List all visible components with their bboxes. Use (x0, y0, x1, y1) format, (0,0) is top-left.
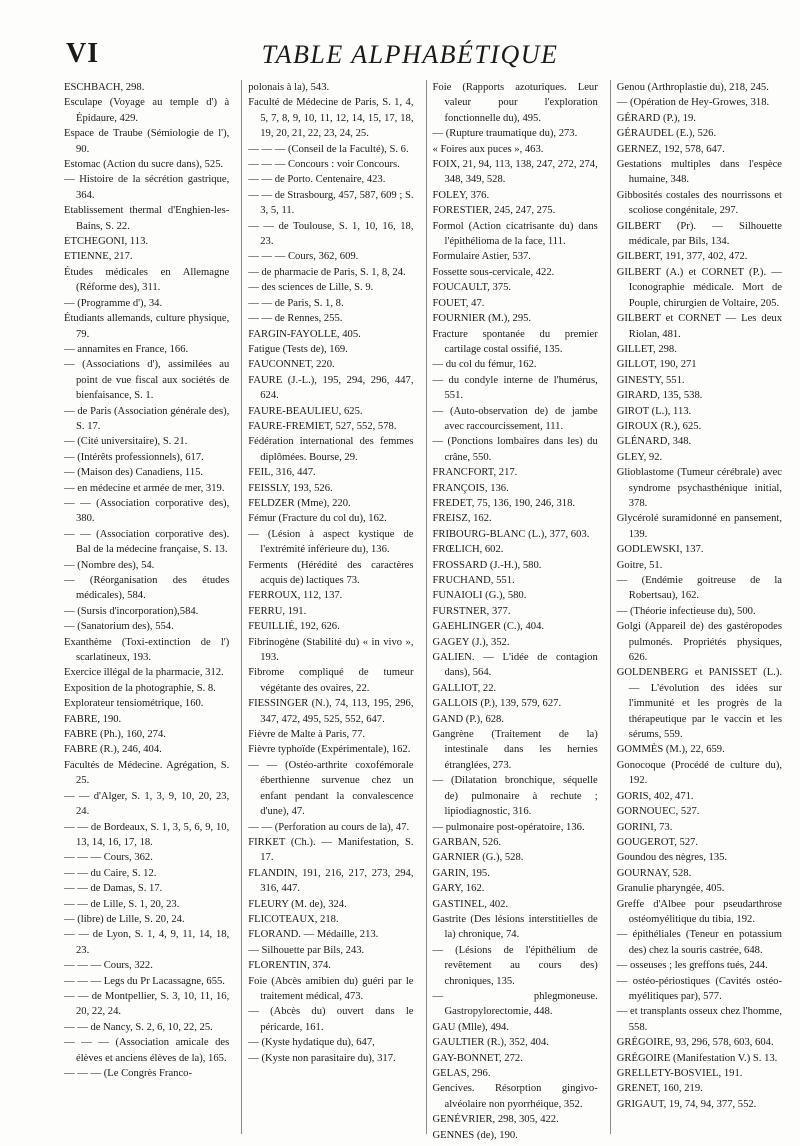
index-entry: FAUCONNET, 220. (248, 359, 335, 371)
index-entry: GENNES (de), 190. (432, 1129, 518, 1141)
index-entry: — (Lésion à aspect kystique de l'extrémité inférieure du), 136. (248, 528, 414, 556)
index-entry: — (Rupture traumatique du), 273. (432, 128, 578, 140)
index-entry: — annamites en France, 166. (64, 343, 189, 355)
index-entry: — — de Paris, S. 1, 8. (248, 297, 344, 309)
index-entry: GIROT (L.), 113. (616, 405, 692, 417)
index-entry: polonais à la), 543. (248, 82, 330, 93)
index-entry: GRENET, 160, 219. (616, 1083, 703, 1095)
index-entry: GILBERT (Pr). — Silhouette médicale, par Bils, 134. (616, 220, 782, 248)
index-entry: GRELLETY-BOSVIEL, 191. (616, 1068, 743, 1079)
index-entry: — — (Ostéo-arthrite coxofémorale éberthienne survenue chez un enfant pendant la convalescence d'une), 47. (248, 759, 414, 818)
index-entry: Foie (Rapports azoturiques. Leur valeur pour l'exploration fonctionnelle du), 495. (432, 82, 598, 124)
index-entry: GARIN, 195. (432, 867, 490, 879)
index-entry: Ferments (Hérédité des caractères acquis de) lactiques 73. (248, 559, 414, 586)
index-entry: FAURE-BEAULIEU, 625. (248, 405, 363, 417)
index-entry: — — d'Alger, S. 1, 3, 9, 10, 20, 23, 24. (64, 790, 230, 818)
index-entry: Exposition de la photographie, S. 8. (64, 682, 216, 694)
index-entry: FOUCAULT, 375. (432, 282, 512, 294)
index-entry: — pulmonaire post-opératoire, 136. (432, 821, 585, 833)
page-title: TABLE ALPHABÉTIQUE (261, 40, 559, 69)
index-entry: GAEHLINGER (C.), 404. (432, 621, 545, 633)
index-entry: — (Sanatorium des), 554. (64, 621, 174, 633)
index-entry: — — — Legs du Pr Lacassagne, 655. (64, 975, 225, 987)
index-entry: Études médicales en Allemagne (Réforme des), 311. (64, 266, 230, 294)
index-columns (64, 80, 788, 1141)
page-header (66, 38, 754, 74)
index-entry: GILLET, 298. (616, 343, 677, 355)
index-entry: FOURNIER (M.), 295. (432, 313, 532, 325)
index-entry: Glycérolé suramidonné en pansement, 139. (616, 513, 782, 540)
index-entry: — osseuses ; les greffons tués, 244. (616, 960, 768, 972)
index-entry: — de Paris (Association générale des), S. 17. (64, 405, 230, 432)
index-entry: Gonocoque (Procédé de culture du), 192. (616, 759, 782, 787)
index-entry: Formol (Action cicatrisante du) dans l'épithélioma de la face, 111. (432, 220, 598, 248)
index-entry: — Silhouette par Bils, 243. (248, 944, 365, 956)
index-entry: FRIBOURG-BLANC (L.), 377, 603. (432, 528, 590, 540)
index-entry: Glioblastome (Tumeur cérébrale) avec syndrome psychasthénique initial, 378. (616, 467, 782, 509)
index-entry: Fédération international des femmes diplômées. Bourse, 29. (248, 436, 414, 463)
index-entry: Fibrinogène (Stabilité du) « in vivo », 193. (248, 636, 414, 664)
index-entry: FLANDIN, 191, 216, 217, 273, 294, 316, 447. (248, 867, 414, 895)
index-entry: FEISSLY, 193, 526. (248, 482, 333, 494)
index-entry: — — — Cours, 322. (64, 960, 153, 972)
index-entry: — — de Nancy, S. 2, 6, 10, 22, 25. (64, 1021, 213, 1033)
index-entry: — — — Cours, 362, 609. (248, 251, 359, 263)
index-entry: GALIEN. — L'idée de contagion dans), 564. (432, 652, 598, 679)
index-entry: Gibbosités costales des nourrissons et scoliose congénitale, 297. (616, 189, 782, 217)
index-entry: GILBERT et CORNET — Les deux Riolan, 481. (616, 313, 782, 340)
index-entry: FLICOTEAUX, 218. (248, 913, 339, 925)
index-entry: Gestations multiples dans l'espèce humaine, 348. (616, 159, 782, 186)
index-entry: GASTINEL, 402. (432, 898, 509, 910)
index-column-4 (610, 80, 788, 1134)
index-entry: Fièvre typhoïde (Expérimentale), 162. (248, 744, 411, 756)
index-entry: GOMMÈS (M.), 22, 659. (616, 744, 725, 756)
index-entry: — (Réorganisation des études médicales), 584. (64, 575, 230, 602)
index-entry: FARGIN-FAYOLLE, 405. (248, 328, 361, 340)
index-entry: Foie (Abcès amibien du) guéri par le traitement médical, 473. (248, 975, 414, 1002)
index-entry: — — de Toulouse, S. 1, 10, 16, 18, 23. (248, 220, 414, 248)
index-entry: GALLOIS (P.), 139, 579, 627. (432, 698, 562, 710)
index-entry: — (Ponctions lombaires dans les) du crâne, 550. (432, 436, 598, 463)
index-entry: — (Abcès du) ouvert dans le péricarde, 161. (248, 1006, 414, 1033)
index-entry: — — de Strasbourg, 457, 587, 609 ; S. 3, 5, 11. (248, 189, 414, 217)
index-entry: FABRE (Ph.), 160, 274. (64, 729, 166, 741)
index-entry: FAURE (J.-L.), 195, 294, 296, 447, 624. (248, 374, 414, 402)
index-entry: — (Sursis d'incorporation),584. (64, 605, 199, 617)
index-entry: GOURNAY, 528. (616, 867, 692, 879)
index-entry: — (Théorie infectieuse du), 500. (616, 605, 756, 617)
index-entry: Exercice illégal de la pharmacie, 312. (64, 667, 224, 679)
index-entry: — — de Montpellier, S. 3, 10, 11, 16, 20, 22, 24. (64, 990, 230, 1018)
page-number: VI (66, 38, 100, 69)
index-entry: GILBERT (A.) et CORNET (P.). — Iconographie médicale. Mort de Pouple, chirurgien de Voltaire, 205. (616, 266, 782, 309)
index-entry: FROSSARD (J.-H.), 580. (432, 559, 542, 571)
index-entry: FREDET, 75, 136, 190, 246, 318. (432, 497, 576, 509)
index-entry: GOUGEROT, 527. (616, 836, 699, 848)
index-entry: FRUCHAND, 551. (432, 575, 515, 586)
index-entry: Explorateur tensiométrique, 160. (64, 698, 204, 710)
index-entry: — du col du fémur, 162. (432, 359, 537, 371)
index-column-3 (426, 80, 604, 1141)
index-entry: GAND (P.), 628. (432, 713, 505, 725)
index-entry: — Histoire de la sécrétion gastrique, 364. (64, 174, 230, 201)
index-entry: — (Auto-observation de) de jambe avec raccourcissement, 111. (432, 405, 598, 432)
index-entry: FLORENTIN, 374. (248, 960, 331, 972)
index-entry: GINESTY, 551. (616, 374, 685, 386)
index-entry: GOLDENBERG et PANISSET (L.). — L'évolution des idées sur l'immunité et les progrès de la thérapeutique par le vaccin et les sérums, 559. (616, 667, 782, 741)
index-entry: GERNEZ, 192, 578, 647. (616, 143, 725, 155)
index-entry: Goundou des nègres, 135. (616, 852, 728, 864)
index-entry: — — (Perforation au cours de la), 47. (248, 821, 410, 833)
index-entry: GÉRAUDEL (E.), 526. (616, 128, 717, 140)
index-entry: GAY-BONNET, 272. (432, 1052, 523, 1064)
index-entry: — (Kyste non parasitaire du), 317. (248, 1052, 396, 1064)
index-entry: FIESSINGER (N.), 74, 113, 195, 296, 347, 472, 495, 525, 552, 647. (248, 698, 414, 725)
index-entry: GAULTIER (R.), 352, 404. (432, 1037, 549, 1049)
index-entry: Etablissement thermal d'Enghien-les-Bains, S. 22. (64, 205, 230, 232)
index-entry: FEIL, 316, 447. (248, 467, 316, 479)
index-entry: ETIENNE, 217. (64, 251, 133, 263)
index-entry: — (Maison des) Canadiens, 115. (64, 467, 204, 479)
index-entry: GORINI, 73. (616, 821, 673, 833)
index-entry: Facultés de Médecine. Agrégation, S. 25. (64, 759, 230, 787)
index-entry: GELAS, 296. (432, 1068, 491, 1079)
index-entry: ETCHEGONI, 113. (64, 236, 149, 248)
index-entry: GAU (Mlle), 494. (432, 1021, 509, 1033)
index-entry: — (Nombre des), 54. (64, 559, 155, 571)
index-entry: GODLEWSKI, 137. (616, 544, 704, 556)
index-entry: Formulaire Astier, 537. (432, 251, 531, 263)
index-entry: — — de Lille, S. 1, 20, 23. (64, 898, 180, 910)
index-entry: GARBAN, 526. (432, 836, 502, 848)
index-entry: FLORAND. — Médaille, 213. (248, 929, 379, 941)
index-entry: FOIX, 21, 94, 113, 138, 247, 272, 274, 348, 349, 528. (432, 159, 598, 186)
index-entry: — (Intérêts professionnels), 617. (64, 451, 204, 463)
index-entry: ESCHBACH, 298. (64, 82, 145, 93)
index-entry: GAGEY (J.), 352. (432, 636, 510, 648)
index-entry: Fracture spontanée du premier cartilage costal ossifié, 135. (432, 328, 598, 355)
index-entry: — (Opération de Hey-Growes, 318. (616, 97, 770, 109)
index-entry: — (Dilatation bronchique, séquelle de) pulmonaire à rechute ; lipiodiagnostic, 316. (432, 775, 598, 818)
index-column-1 (64, 80, 235, 1134)
index-entry: — (libre) de Lille, S. 20, 24. (64, 913, 185, 925)
index-entry: — de pharmacie de Paris, S. 1, 8, 24. (248, 266, 406, 278)
index-entry: — — (Association corporative des). Bal de la médecine française, S. 13. (64, 528, 230, 556)
index-entry: GENÉVRIER, 298, 305, 422. (432, 1114, 559, 1126)
index-entry: Esculape (Voyage au temple d') à Épidaure, 429. (64, 97, 230, 124)
index-entry: — — de Bordeaux, S. 1, 3, 5, 6, 9, 10, 13, 14, 16, 17, 18. (64, 821, 230, 848)
index-entry: FUNAIOLI (G.), 580. (432, 590, 527, 602)
index-entry: — — — (Le Congrès Franco- (64, 1068, 192, 1079)
index-entry: GRÉGOIRE, 93, 296, 578, 603, 604. (616, 1037, 774, 1049)
index-entry: Granulie pharyngée, 405. (616, 883, 725, 895)
index-entry: — phlegmoneuse. Gastropylorectomie, 448. (432, 990, 598, 1018)
index-entry: GIRARD, 135, 538. (616, 390, 703, 402)
index-entry: — — — (Association amicale des élèves et anciens élèves de la), 165. (64, 1037, 230, 1064)
index-entry: Genou (Arthroplastie du), 218, 245. (616, 82, 769, 93)
index-entry: — (Lésions de l'épithélium de revêtement au cours des) chroniques, 135. (432, 944, 598, 987)
index-entry: GIROUX (R.), 625. (616, 420, 702, 432)
index-entry: — — du Caire, S. 12. (64, 867, 157, 879)
index-entry: Fibrome compliqué de tumeur végétante des ovaires, 22. (248, 667, 414, 694)
index-entry: — — de Damas, S. 17. (64, 883, 163, 895)
index-entry: — (Associations d'), assimilées au point de vue fiscal aux sociétés de bienfaisance, S. 1. (64, 359, 230, 402)
index-entry: Faculté de Médecine de Paris, S. 1, 4, 5, 7, 8, 9, 10, 11, 12, 14, 15, 17, 18, 19, 20, 21, 22, 23, 24, 25. (248, 97, 414, 140)
index-entry: FERRU, 191. (248, 605, 307, 617)
index-entry: GLÉNARD, 348. (616, 436, 692, 448)
index-entry: GALLIOT, 22. (432, 682, 497, 694)
index-entry: — épithéliales (Teneur en potassium des) chez la souris castrée, 648. (616, 929, 782, 956)
index-entry: Exanthème (Toxi-extinction de l') scarlatineux, 193. (64, 636, 230, 664)
index-entry: GORIS, 402, 471. (616, 790, 694, 802)
index-entry: — — — (Conseil de la Faculté), S. 6. (248, 143, 409, 155)
index-entry: GILBERT, 191, 377, 402, 472. (616, 251, 748, 263)
index-entry: FRANCFORT, 217. (432, 467, 518, 479)
index-entry: FERROUX, 112, 137. (248, 590, 343, 602)
index-entry: « Foires aux puces », 463. (432, 143, 544, 155)
index-entry: Golgi (Appareil de) des gastéropodes pulmonés. Propriétés physiques, 626. (616, 621, 782, 664)
index-entry: GARNIER (G.), 528. (432, 852, 524, 864)
index-entry: — — (Association corporative des), 380. (64, 497, 230, 525)
index-entry: Greffe d'Albee pour pseudarthrose ostéomyélitique du tibia, 192. (616, 898, 782, 925)
index-entry: — (Endémie goitreuse de la Robertsau), 162. (616, 575, 782, 602)
index-entry: FURSTNER, 377. (432, 605, 511, 617)
index-entry: FELDZER (Mme), 220. (248, 497, 351, 509)
index-entry: — ostéo-périostiques (Cavités ostéo-myélitiques par), 577. (616, 975, 782, 1002)
index-entry: — en médecine et armée de mer, 319. (64, 482, 225, 494)
index-entry: GORNOUEC, 527. (616, 806, 700, 818)
index-entry: GRIGAUT, 19, 74, 94, 377, 552. (616, 1098, 757, 1110)
index-entry: Estomac (Action du sucre dans), 525. (64, 159, 224, 171)
index-entry: Gangrène (Traitement de la) intestinale dans les hernies étranglées, 273. (432, 729, 598, 771)
index-entry: Gastrite (Des lésions interstitielles de la) chronique, 74. (432, 913, 598, 941)
index-entry: — — — Concours : voir Concours. (248, 159, 400, 171)
index-entry: Goitre, 51. (616, 559, 663, 571)
index-column-2 (241, 80, 419, 1134)
index-entry: FOUET, 47. (432, 297, 485, 309)
index-entry: FABRE, 190. (64, 713, 122, 725)
index-entry: FIRKET (Ch.). — Manifestation, S. 17. (248, 836, 414, 864)
index-entry: FRŒLICH, 602. (432, 544, 504, 556)
index-entry: GILLOT, 190, 271 (616, 359, 697, 371)
index-entry: — — de Porto. Centenaire, 423. (248, 174, 386, 186)
index-entry: Fossette sous-cervicale, 422. (432, 266, 555, 278)
index-entry: Fièvre de Malte à Paris, 77. (248, 729, 366, 741)
index-entry: — — — Cours, 362. (64, 852, 153, 864)
index-entry: — et transplants osseux chez l'homme, 558. (616, 1006, 782, 1033)
index-entry: Fatigue (Tests de), 169. (248, 343, 348, 355)
index-entry: — — de Lyon, S. 1, 4, 9, 11, 14, 18, 23. (64, 929, 230, 956)
index-entry: Étudiants allemands, culture physique, 79. (64, 313, 230, 340)
index-entry: — (Programme d'), 34. (64, 297, 163, 309)
index-entry: — (Cité universitaire), S. 21. (64, 436, 188, 448)
index-entry: — du condyle interne de l'humérus, 551. (432, 374, 598, 402)
index-entry: GARY, 162. (432, 883, 485, 895)
index-entry: Fémur (Fracture du col du), 162. (248, 513, 387, 525)
index-entry: FEUILLIÉ, 192, 626. (248, 621, 340, 633)
index-entry: FABRE (R.), 246, 404. (64, 744, 162, 756)
index-entry: GRÉGOIRE (Manifestation V.) S. 13. (616, 1052, 778, 1064)
index-entry: FRANÇOIS, 136. (432, 482, 509, 494)
index-entry: — (Kyste hydatique du), 647, (248, 1037, 375, 1049)
index-entry: Espace de Traube (Sémiologie de l'), 90. (64, 128, 230, 155)
index-entry: FREISZ, 162. (432, 513, 492, 525)
index-entry: FAURE-FREMIET, 527, 552, 578. (248, 420, 397, 432)
index-entry: Gencives. Résorption gingivo-alvéolaire non pyorrhéique, 352. (432, 1083, 598, 1110)
index-entry: FOLEY, 376. (432, 189, 490, 201)
index-entry: GLEY, 92. (616, 451, 663, 463)
index-entry: FLEURY (M. de), 324. (248, 898, 347, 910)
index-entry: FORESTIER, 245, 247, 275. (432, 205, 556, 217)
index-entry: — des sciences de Lille, S. 9. (248, 282, 374, 294)
index-entry: GÉRARD (P.), 19. (616, 112, 696, 124)
index-entry: — — de Rennes, 255. (248, 313, 343, 325)
